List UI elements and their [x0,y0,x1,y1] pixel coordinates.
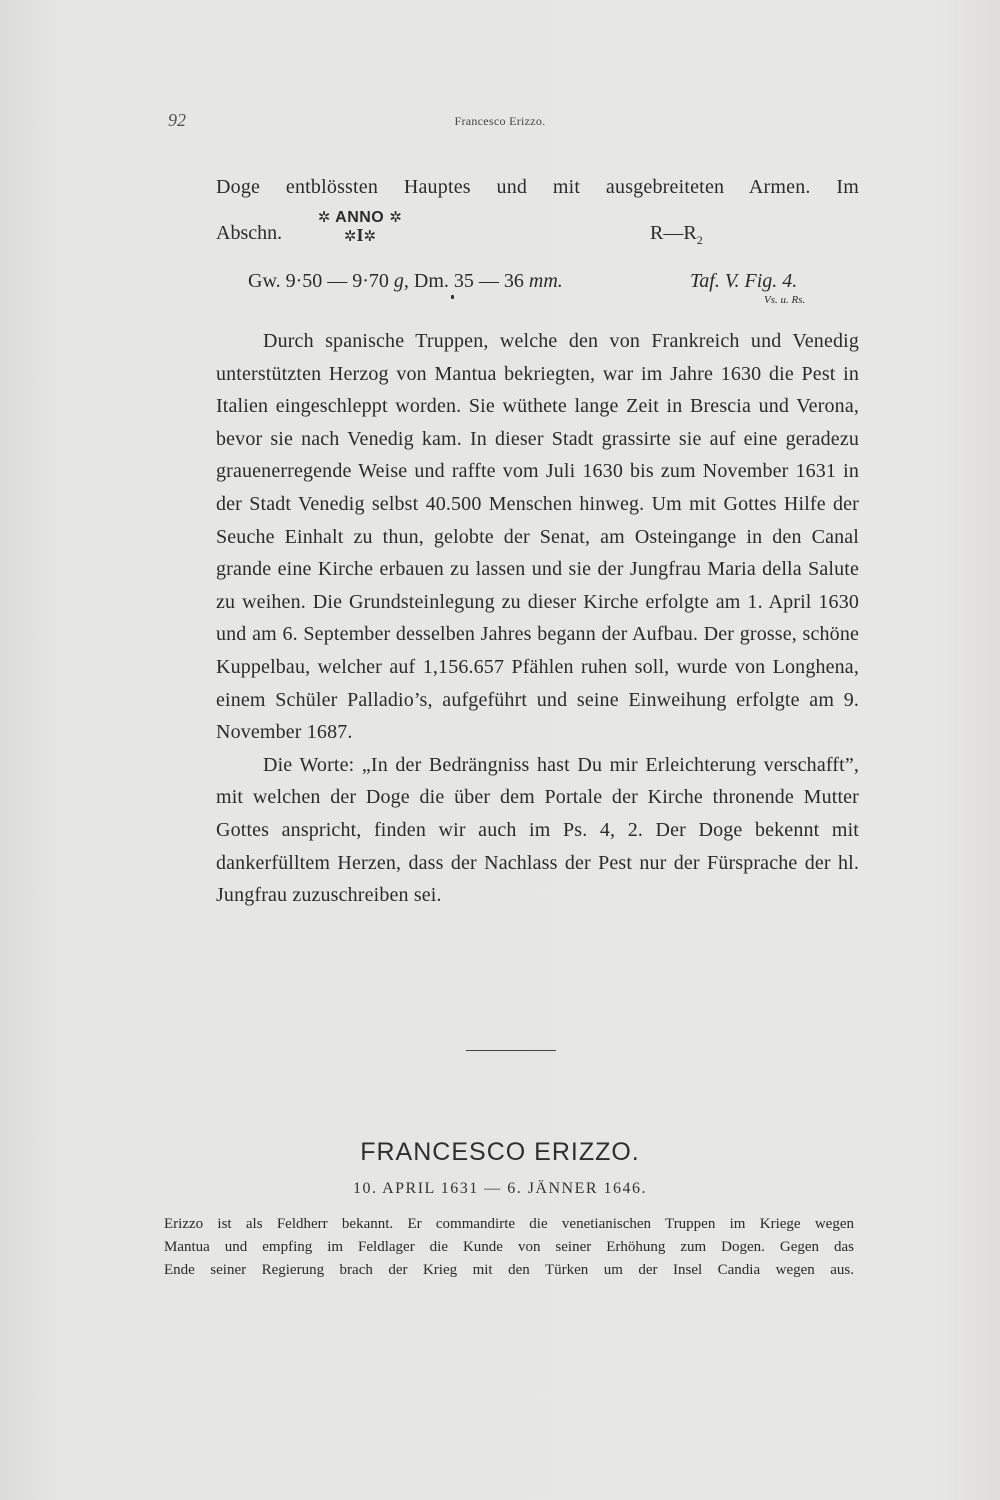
paragraph: Die Worte: „In der Bedrängniss hast Du mir Erleichterung verschafft”, mit welchen der Doge die über dem Portale der Kirche thronende Mutter Gottes anspricht, finden wir auch im Ps. 4, 2. Der Doge bekennt mit dankerfülltem Herzen, dass der Nachlass der Pest nur der Fürsprache der hl. Jungfrau zuzuschreiben sei. [216,753,859,907]
section-summary [164,1213,854,1282]
section-divider [466,1050,556,1051]
ink-speck [451,295,454,299]
coin-inscription [300,208,420,246]
main-text [216,325,859,912]
summary-line: Erizzo ist als Feldherr bekannt. Er commandirte die venetianischen Truppen im Kriege wegen [164,1216,854,1232]
reign-dates: 10. APRIL 1631 — 6. JÄNNER 1646. [352,1180,648,1197]
weight-unit: g, [393,270,409,292]
summary-line: Ende seiner Regierung brach der Krieg mit den Türken um der Insel Candia wegen aus. [164,1262,854,1278]
inscription-anno: ANNO [335,209,385,226]
paragraph: Durch spanische Truppen, welche den von Frankreich und Venedig unterstützten Herzog von Mantua bekriegten, war im Jahre 1630 die Pest in Italien eingeschleppt worden. Sie wüthete lange Zeit in Brescia und Verona, bevor sie nach Venedig kam. In dieser Stadt grassirte sie auf eine geradezu grauenerregende Weise und raffte vom Juli 1630 bis zum November 1631 in der Stadt Venedig selbst 40.500 Menschen hinweg. Um mit Gottes Hilfe der Seuche Einhalt zu thun, gelobte der Senat, am Osteingange in den Canal grande eine Kirche erbauen zu lassen und sie der Jungfrau Maria della Salute zu weihen. Die Grundsteinlegung zu dieser Kirche erfolgte am 1. April 1630 und am 6. September desselben Jahres begann der Aufbau. Der grosse, schöne Kuppelbau, welcher auf 1,156.657 Pfählen ruhen soll, wurde von Longhena, einem Schüler Palladio’s, aufgeführt und seine Einweihung erfolgte am 9. November 1687. [216,330,859,744]
star-icon: ✲ [363,229,377,245]
inscription-numeral: I [356,225,364,245]
star-icon: ✲ [389,209,403,226]
star-icon: ✲ [317,209,331,226]
plate-sides: Vs. u. Rs. [764,294,806,306]
inscription-numeral-line [300,225,420,246]
summary-line: Mantua und empfing im Feldlager die Kunde von seiner Erhöhung zum Dogen. Gegen das [164,1239,854,1255]
weight-diameter-line [248,270,563,293]
star-icon: ✲ [343,229,357,245]
weight-value: Gw. 9·50 — 9·70 [248,270,389,292]
abschnitt-label: Abschn. [216,222,283,244]
diameter-value: Dm. 35 — 36 [413,270,524,292]
coin-description-line: Doge entblössten Hauptes und mit ausgebreiteten Armen. Im [216,176,859,198]
rarity-grade: $R—R_2$ [650,222,703,247]
page-number: 92 [168,110,186,130]
running-title: Francesco Erizzo. [454,114,546,128]
diameter-unit: mm. [528,270,563,292]
section-heading: FRANCESCO ERIZZO. [360,1138,640,1166]
plate-reference: Taf. V. Fig. 4. [690,270,798,292]
